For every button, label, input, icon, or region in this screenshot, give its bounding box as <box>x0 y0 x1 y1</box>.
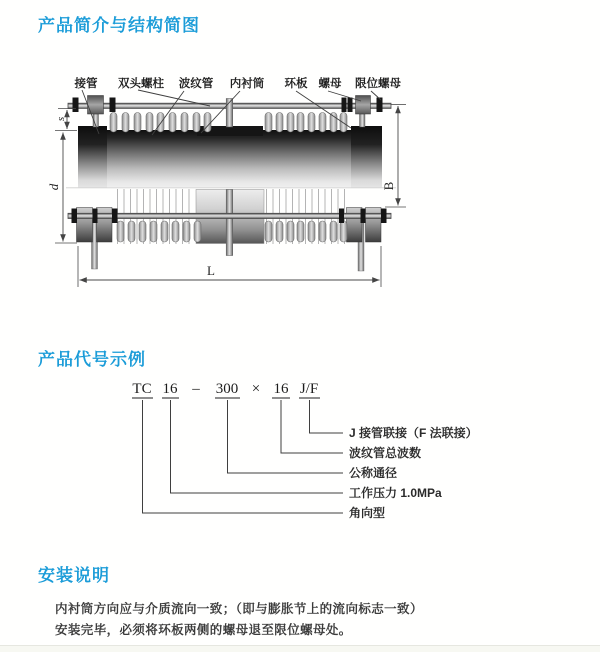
part-label-ring-plate: 环板 <box>284 78 308 90</box>
center-lower-stud <box>226 190 233 256</box>
install-note-line-2: 安装完毕，必须将环板两侧的螺母退至限位螺母处。 <box>55 623 352 637</box>
code-segment-type: TC <box>132 381 152 397</box>
code-segment-pressure: 16 <box>162 381 178 397</box>
code-segment-waves: 16 <box>273 381 289 397</box>
part-label-double-head-stud: 双头螺柱 <box>118 78 164 90</box>
callout-nominal-diameter: 公称通径 <box>349 466 398 480</box>
section-title-product-intro: 产品简介与结构简图 <box>38 16 200 35</box>
joint-body <box>78 126 382 188</box>
callout-lines <box>143 400 344 513</box>
callout-total-waves: 波纹管总波数 <box>349 446 422 460</box>
dim-label-d: d <box>46 183 61 191</box>
part-label-nut: 螺母 <box>318 78 342 90</box>
left-pipe-end <box>78 126 107 188</box>
part-label-inner-liner: 内衬筒 <box>229 78 265 90</box>
callout-working-pressure: 工作压力 1.0MPa <box>349 486 442 500</box>
callout-connection-type: J 接管联接（F 法联接） <box>349 426 478 440</box>
dimension-B <box>381 105 406 208</box>
code-breakdown-figure <box>0 340 600 535</box>
dim-label-s: s <box>55 116 67 122</box>
code-segment-times: × <box>251 381 261 397</box>
part-label-connecting-pipe: 接管 <box>74 78 98 90</box>
dim-label-B: B <box>381 181 396 191</box>
code-segment-diameter: 300 <box>215 381 239 397</box>
code-segment-dash: – <box>192 381 200 397</box>
part-label-limit-nut: 限位螺母 <box>355 78 401 90</box>
section-title-code-example: 产品代号示例 <box>38 350 146 369</box>
code-segment-connection: J/F <box>299 381 319 397</box>
install-note-line-1: 内衬筒方向应与介质流向一致；（即与膨胀节上的流向标志一致） <box>55 602 423 616</box>
dim-label-L: L <box>207 263 215 278</box>
page-bottom-divider <box>0 645 600 652</box>
part-label-bellows: 波纹管 <box>178 78 214 90</box>
callout-angular-type: 角向型 <box>349 506 386 520</box>
ring-plate <box>351 126 382 188</box>
section-title-installation: 安装说明 <box>38 566 110 585</box>
